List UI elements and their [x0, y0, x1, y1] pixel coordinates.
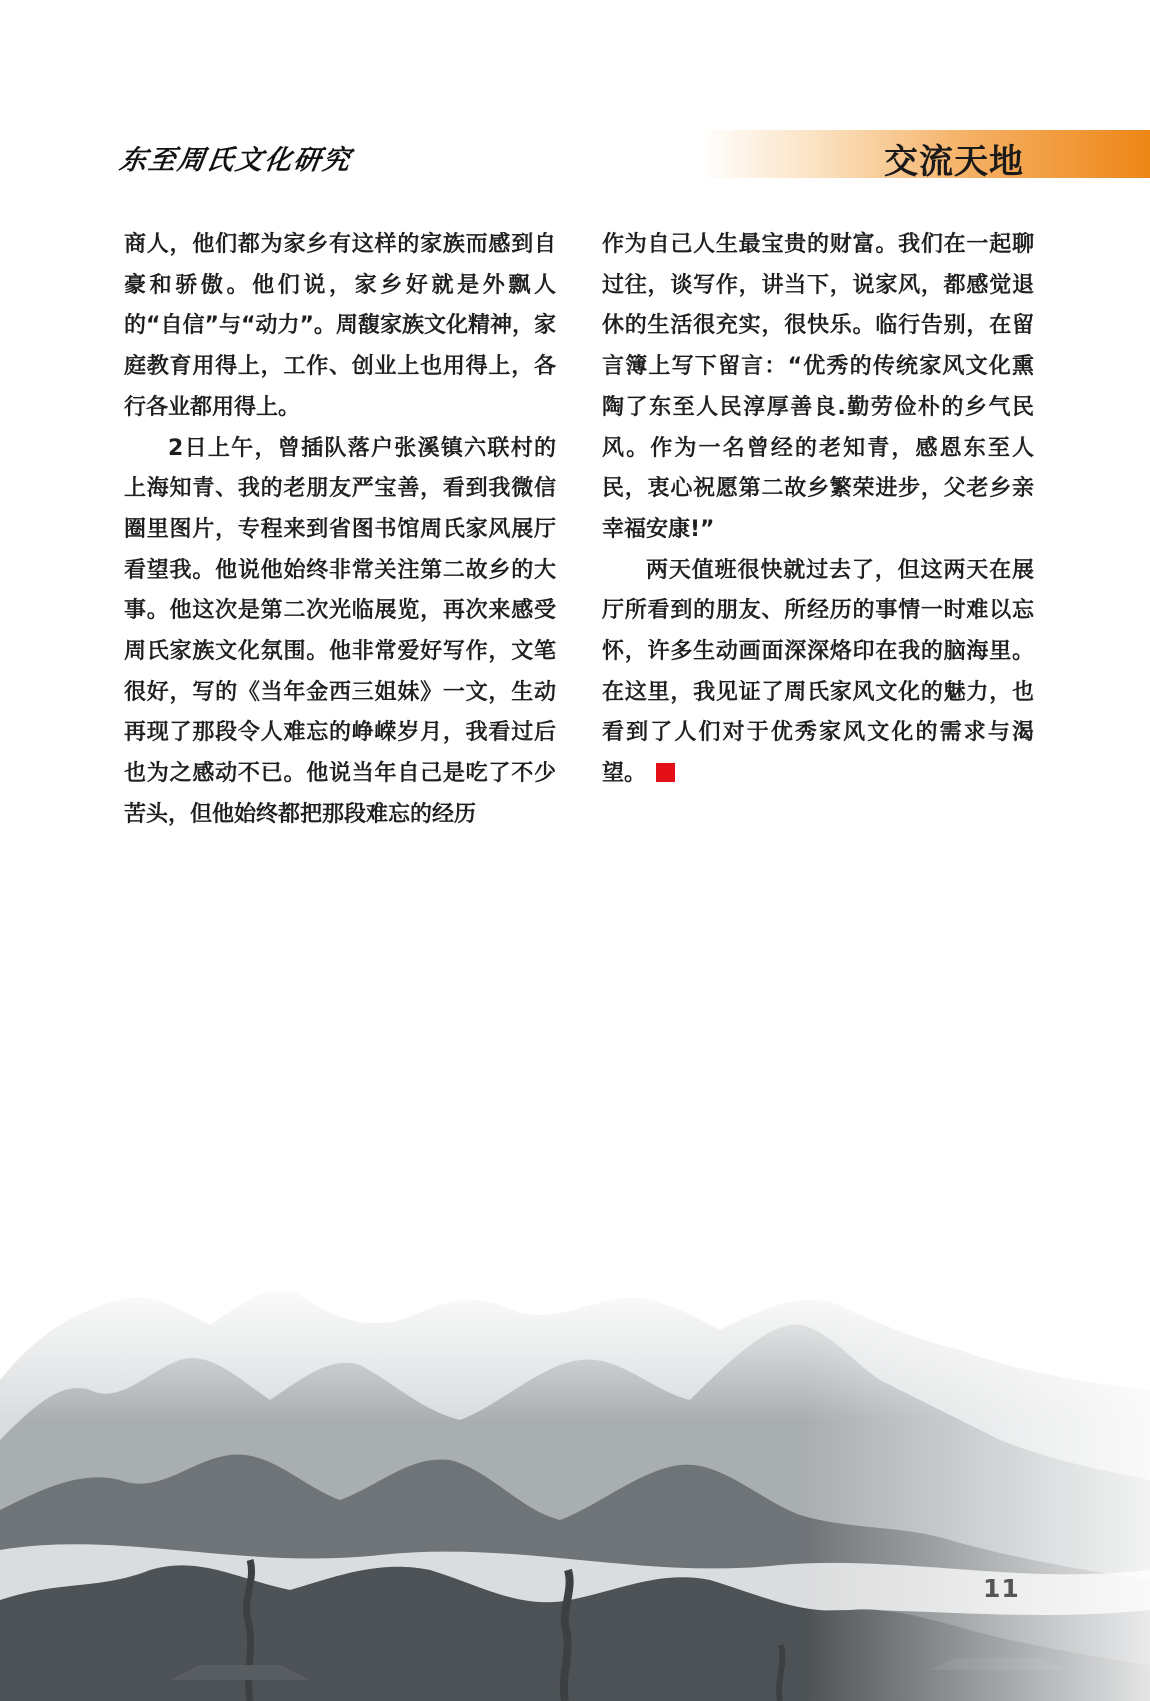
left-column [124, 225, 556, 836]
paragraph: 作为自己人生最宝贵的财富。我们在一起聊过往，谈写作，讲当下，说家风，都感觉退休的生活很充实，很快乐。临行告别，在留言簿上写下留言：“优秀的传统家风文化熏陶了东至人民淳厚善良.勤劳俭朴的乡气民风。作为一名曾经的老知青，感恩东至人民，衷心祝愿第二故乡繁荣进步，父老乡亲幸福安康!” [602, 232, 1034, 542]
paragraph: 2日上午，曾插队落户张溪镇六联村的上海知青、我的老朋友严宝善，看到我微信圈里图片，专程来到省图书馆周氏家风展厅看望我。他说他始终非常关注第二故乡的大事。他这次是第二次光临展览，再次来感受周氏家族文化氛围。他非常爱好写作，文笔很好，写的《当年金西三姐妹》一文，生动再现了那段令人难忘的峥嵘岁月，我看过后也为之感动不已。他说当年自己是吃了不少苦头，但他始终都把那段难忘的经历 [124, 435, 556, 827]
right-column [602, 225, 1034, 795]
end-of-article-mark [656, 763, 675, 782]
journal-title: 东至周氏文化研究 [117, 145, 354, 176]
landscape-painting [0, 1270, 1150, 1701]
page-number: 11 [983, 1574, 1020, 1603]
paragraph: 商人，他们都为家乡有这样的家族而感到自豪和骄傲。他们说，家乡好就是外飘人的“自信”与“动力”。周馥家族文化精神，家庭教育用得上，工作、创业上也用得上，各行各业都用得上。 [124, 232, 556, 420]
paragraph-final [602, 551, 1034, 795]
section-title: 交流天地 [884, 142, 1024, 182]
paragraph-text: 两天值班很快就过去了，但这两天在展厅所看到的朋友、所经历的事情一时难以忘怀，许多生动画面深深烙印在我的脑海里。在这里，我见证了周氏家风文化的魅力，也看到了人们对于优秀家风文化的需求与渴望。 [602, 557, 1034, 787]
